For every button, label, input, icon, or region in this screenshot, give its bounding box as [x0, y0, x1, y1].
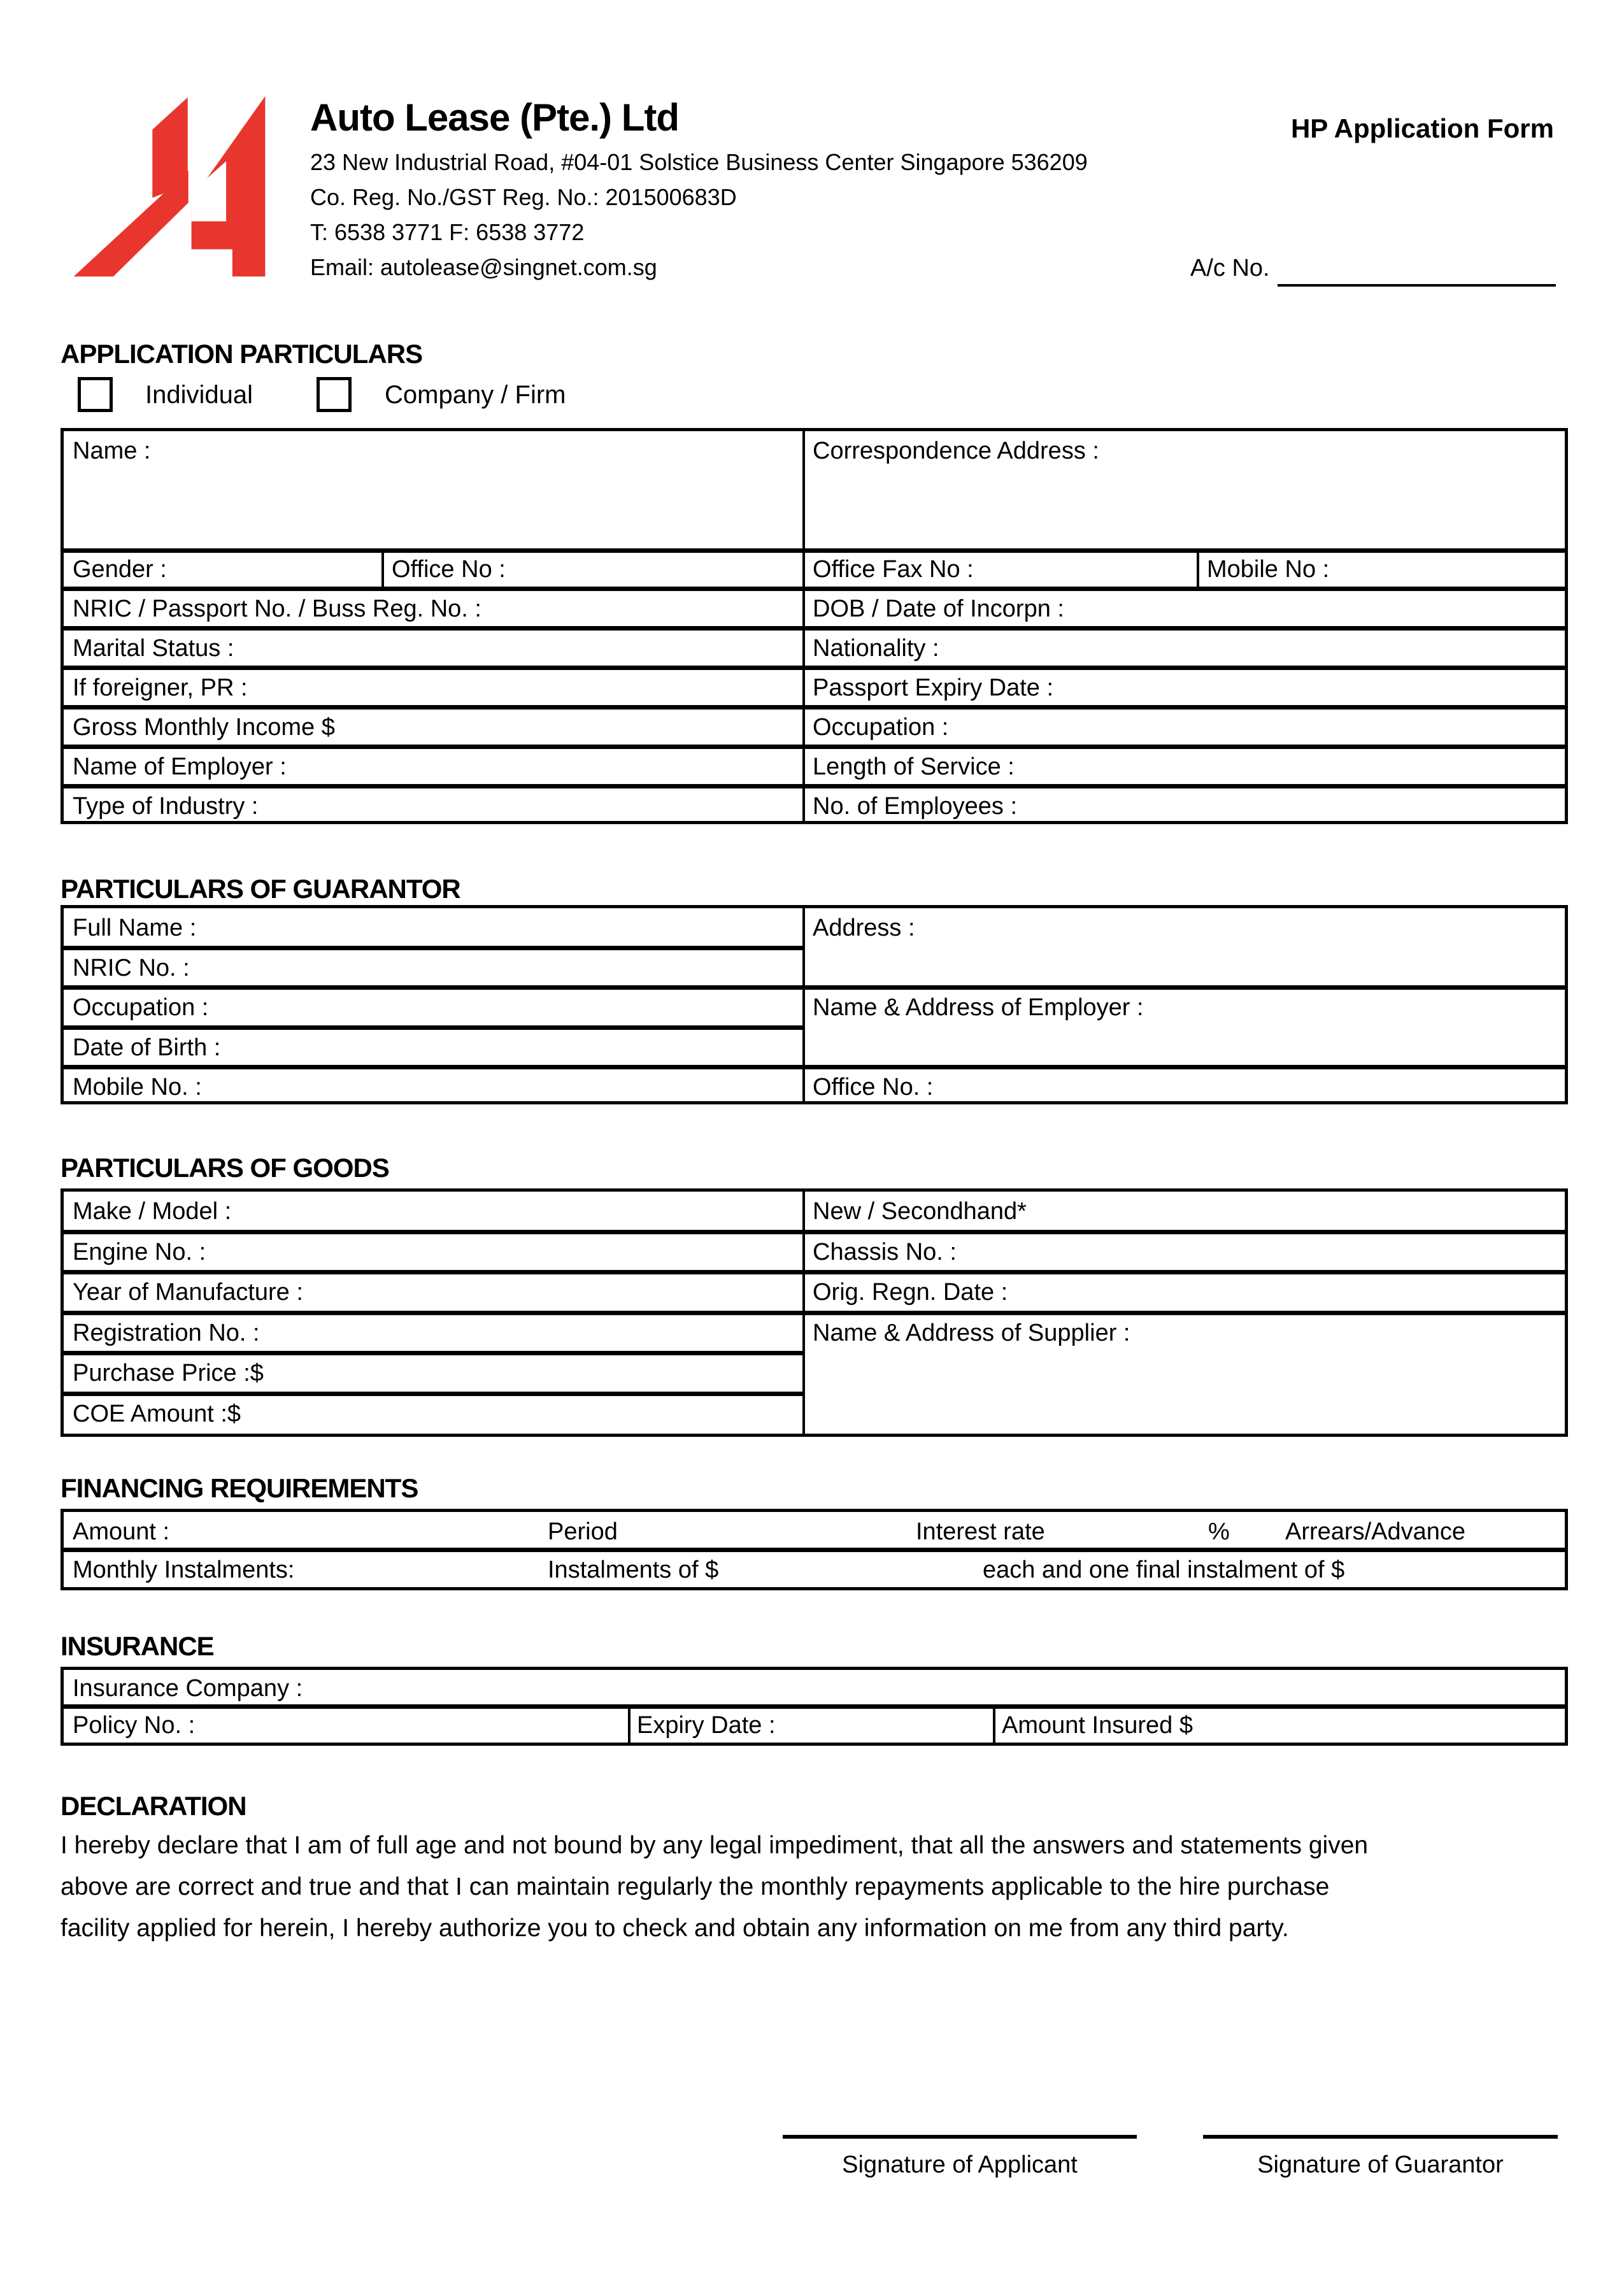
nationality-field-label: Nationality : [813, 635, 939, 662]
type-of-industry-field-label: Type of Industry : [73, 793, 259, 820]
engine-no-field-label: Engine No. : [73, 1239, 206, 1266]
nric-passport-field-label: NRIC / Passport No. / Buss Reg. No. : [73, 595, 481, 622]
company-address: 23 New Industrial Road, #04-01 Solstice Business Center Singapore 536209 [310, 149, 1088, 175]
insurance-company-field-label: Insurance Company : [73, 1675, 303, 1702]
company-email: Email: autolease@singnet.com.sg [310, 254, 657, 280]
table-row-divider [64, 1704, 1565, 1709]
interest-rate-field-label: Interest rate [916, 1518, 1045, 1545]
table-column-divider [802, 431, 805, 822]
financing-heading: FINANCING REQUIREMENTS [61, 1473, 418, 1503]
instalments-of-field-label: Instalments of $ [548, 1557, 719, 1583]
company-logo [64, 94, 277, 280]
make-model-field-label: Make / Model : [73, 1198, 232, 1225]
applicant-signature-line[interactable] [783, 2135, 1137, 2139]
percent-label: % [1208, 1518, 1230, 1545]
policy-no-field-label: Policy No. : [73, 1712, 196, 1739]
expiry-date-field-label: Expiry Date : [637, 1712, 776, 1739]
guarantor-mobile-field-label: Mobile No. : [73, 1074, 202, 1101]
table-row-divider [64, 548, 1565, 553]
company-firm-checkbox-label: Company / Firm [385, 381, 566, 409]
amount-insured-field-label: Amount Insured $ [1002, 1712, 1193, 1739]
declaration-text-line: facility applied for herein, I hereby authorize you to check and obtain any information on me from any third party. [61, 1915, 1289, 1942]
table-row-divider [64, 1351, 802, 1355]
guarantor-heading: PARTICULARS OF GUARANTOR [61, 874, 460, 904]
individual-checkbox[interactable] [78, 377, 113, 412]
table-row-divider [64, 1392, 802, 1396]
insurance-heading: INSURANCE [61, 1631, 214, 1661]
registration-no-field-label: Registration No. : [73, 1320, 260, 1346]
purchase-price-field-label: Purchase Price :$ [73, 1360, 264, 1387]
length-of-service-field-label: Length of Service : [813, 753, 1015, 780]
applicant-particulars-table [61, 428, 1568, 824]
mobile-no-field-label: Mobile No : [1207, 556, 1330, 583]
application-particulars-heading: APPLICATION PARTICULARS [61, 339, 423, 369]
account-no-label: A/c No. [1190, 255, 1270, 282]
company-phone-fax: T: 6538 3771 F: 6538 3772 [310, 219, 585, 245]
table-column-divider [993, 1704, 995, 1744]
orig-regn-date-field-label: Orig. Regn. Date : [813, 1279, 1008, 1306]
year-of-manufacture-field-label: Year of Manufacture : [73, 1279, 303, 1306]
table-row-divider [64, 1270, 1565, 1274]
gender-field-label: Gender : [73, 556, 167, 583]
name-field-label: Name : [73, 438, 151, 464]
supplier-field-label: Name & Address of Supplier : [813, 1320, 1130, 1346]
guarantor-address-field-label: Address : [813, 915, 915, 941]
table-column-divider [381, 548, 384, 591]
guarantor-office-no-field-label: Office No. : [813, 1074, 934, 1101]
table-row-divider [64, 1311, 1565, 1315]
goods-heading: PARTICULARS OF GOODS [61, 1153, 389, 1183]
applicant-signature-label: Signature of Applicant [842, 2151, 1078, 2178]
coe-amount-field-label: COE Amount :$ [73, 1401, 241, 1427]
declaration-text-line: I hereby declare that I am of full age and not bound by any legal impediment, that all the answers and statements given [61, 1832, 1369, 1859]
declaration-heading: DECLARATION [61, 1791, 246, 1821]
guarantor-signature-line[interactable] [1203, 2135, 1558, 2139]
table-column-divider [802, 1192, 805, 1435]
goods-table [61, 1188, 1568, 1437]
table-column-divider [628, 1704, 630, 1744]
table-row-divider [64, 587, 1565, 591]
office-fax-field-label: Office Fax No : [813, 556, 974, 583]
chassis-no-field-label: Chassis No. : [813, 1239, 957, 1266]
guarantor-signature-label: Signature of Guarantor [1257, 2151, 1504, 2178]
final-instalment-field-label: each and one final instalment of $ [983, 1557, 1345, 1583]
company-reg-no: Co. Reg. No./GST Reg. No.: 201500683D [310, 184, 737, 210]
passport-expiry-field-label: Passport Expiry Date : [813, 674, 1054, 701]
correspondence-address-field-label: Correspondence Address : [813, 438, 1099, 464]
guarantor-table [61, 905, 1568, 1104]
gross-income-field-label: Gross Monthly Income $ [73, 714, 335, 741]
guarantor-dob-field-label: Date of Birth : [73, 1034, 221, 1061]
table-column-divider [802, 908, 805, 1102]
table-row-divider [64, 705, 1565, 709]
guarantor-occupation-field-label: Occupation : [73, 994, 209, 1021]
table-row-divider [64, 1230, 1565, 1234]
amount-field-label: Amount : [73, 1518, 170, 1545]
insurance-table [61, 1667, 1568, 1746]
guarantor-employer-field-label: Name & Address of Employer : [813, 994, 1144, 1021]
new-secondhand-field-label: New / Secondhand* [813, 1198, 1027, 1225]
form-title: HP Application Form [1290, 113, 1554, 143]
table-row-divider [64, 784, 1565, 788]
marital-status-field-label: Marital Status : [73, 635, 234, 662]
table-row-divider [64, 745, 1565, 749]
table-column-divider [1197, 548, 1199, 591]
guarantor-full-name-field-label: Full Name : [73, 915, 197, 941]
table-row-divider [64, 666, 1565, 670]
occupation-field-label: Occupation : [813, 714, 949, 741]
company-firm-checkbox[interactable] [317, 377, 352, 412]
individual-checkbox-label: Individual [145, 381, 253, 409]
arrears-advance-label: Arrears/Advance [1285, 1518, 1466, 1545]
monthly-instalments-field-label: Monthly Instalments: [73, 1557, 295, 1583]
employer-name-field-label: Name of Employer : [73, 753, 287, 780]
table-row-divider [64, 985, 1565, 990]
table-row-divider [64, 626, 1565, 631]
office-no-field-label: Office No : [392, 556, 506, 583]
no-of-employees-field-label: No. of Employees : [813, 793, 1018, 820]
dob-incorpn-field-label: DOB / Date of Incorpn : [813, 595, 1064, 622]
table-row-divider [64, 1065, 1565, 1069]
financing-table [61, 1509, 1568, 1590]
table-row-divider [64, 1548, 1565, 1552]
period-field-label: Period [548, 1518, 618, 1545]
foreigner-pr-field-label: If foreigner, PR : [73, 674, 248, 701]
table-row-divider [64, 1025, 802, 1030]
company-name: Auto Lease (Pte.) Ltd [310, 96, 680, 139]
table-row-divider [64, 946, 802, 950]
account-no-blank-line[interactable] [1278, 284, 1556, 287]
guarantor-nric-field-label: NRIC No. : [73, 955, 190, 981]
declaration-text-line: above are correct and true and that I can maintain regularly the monthly repayments applicable to the hire purchase [61, 1873, 1330, 1900]
